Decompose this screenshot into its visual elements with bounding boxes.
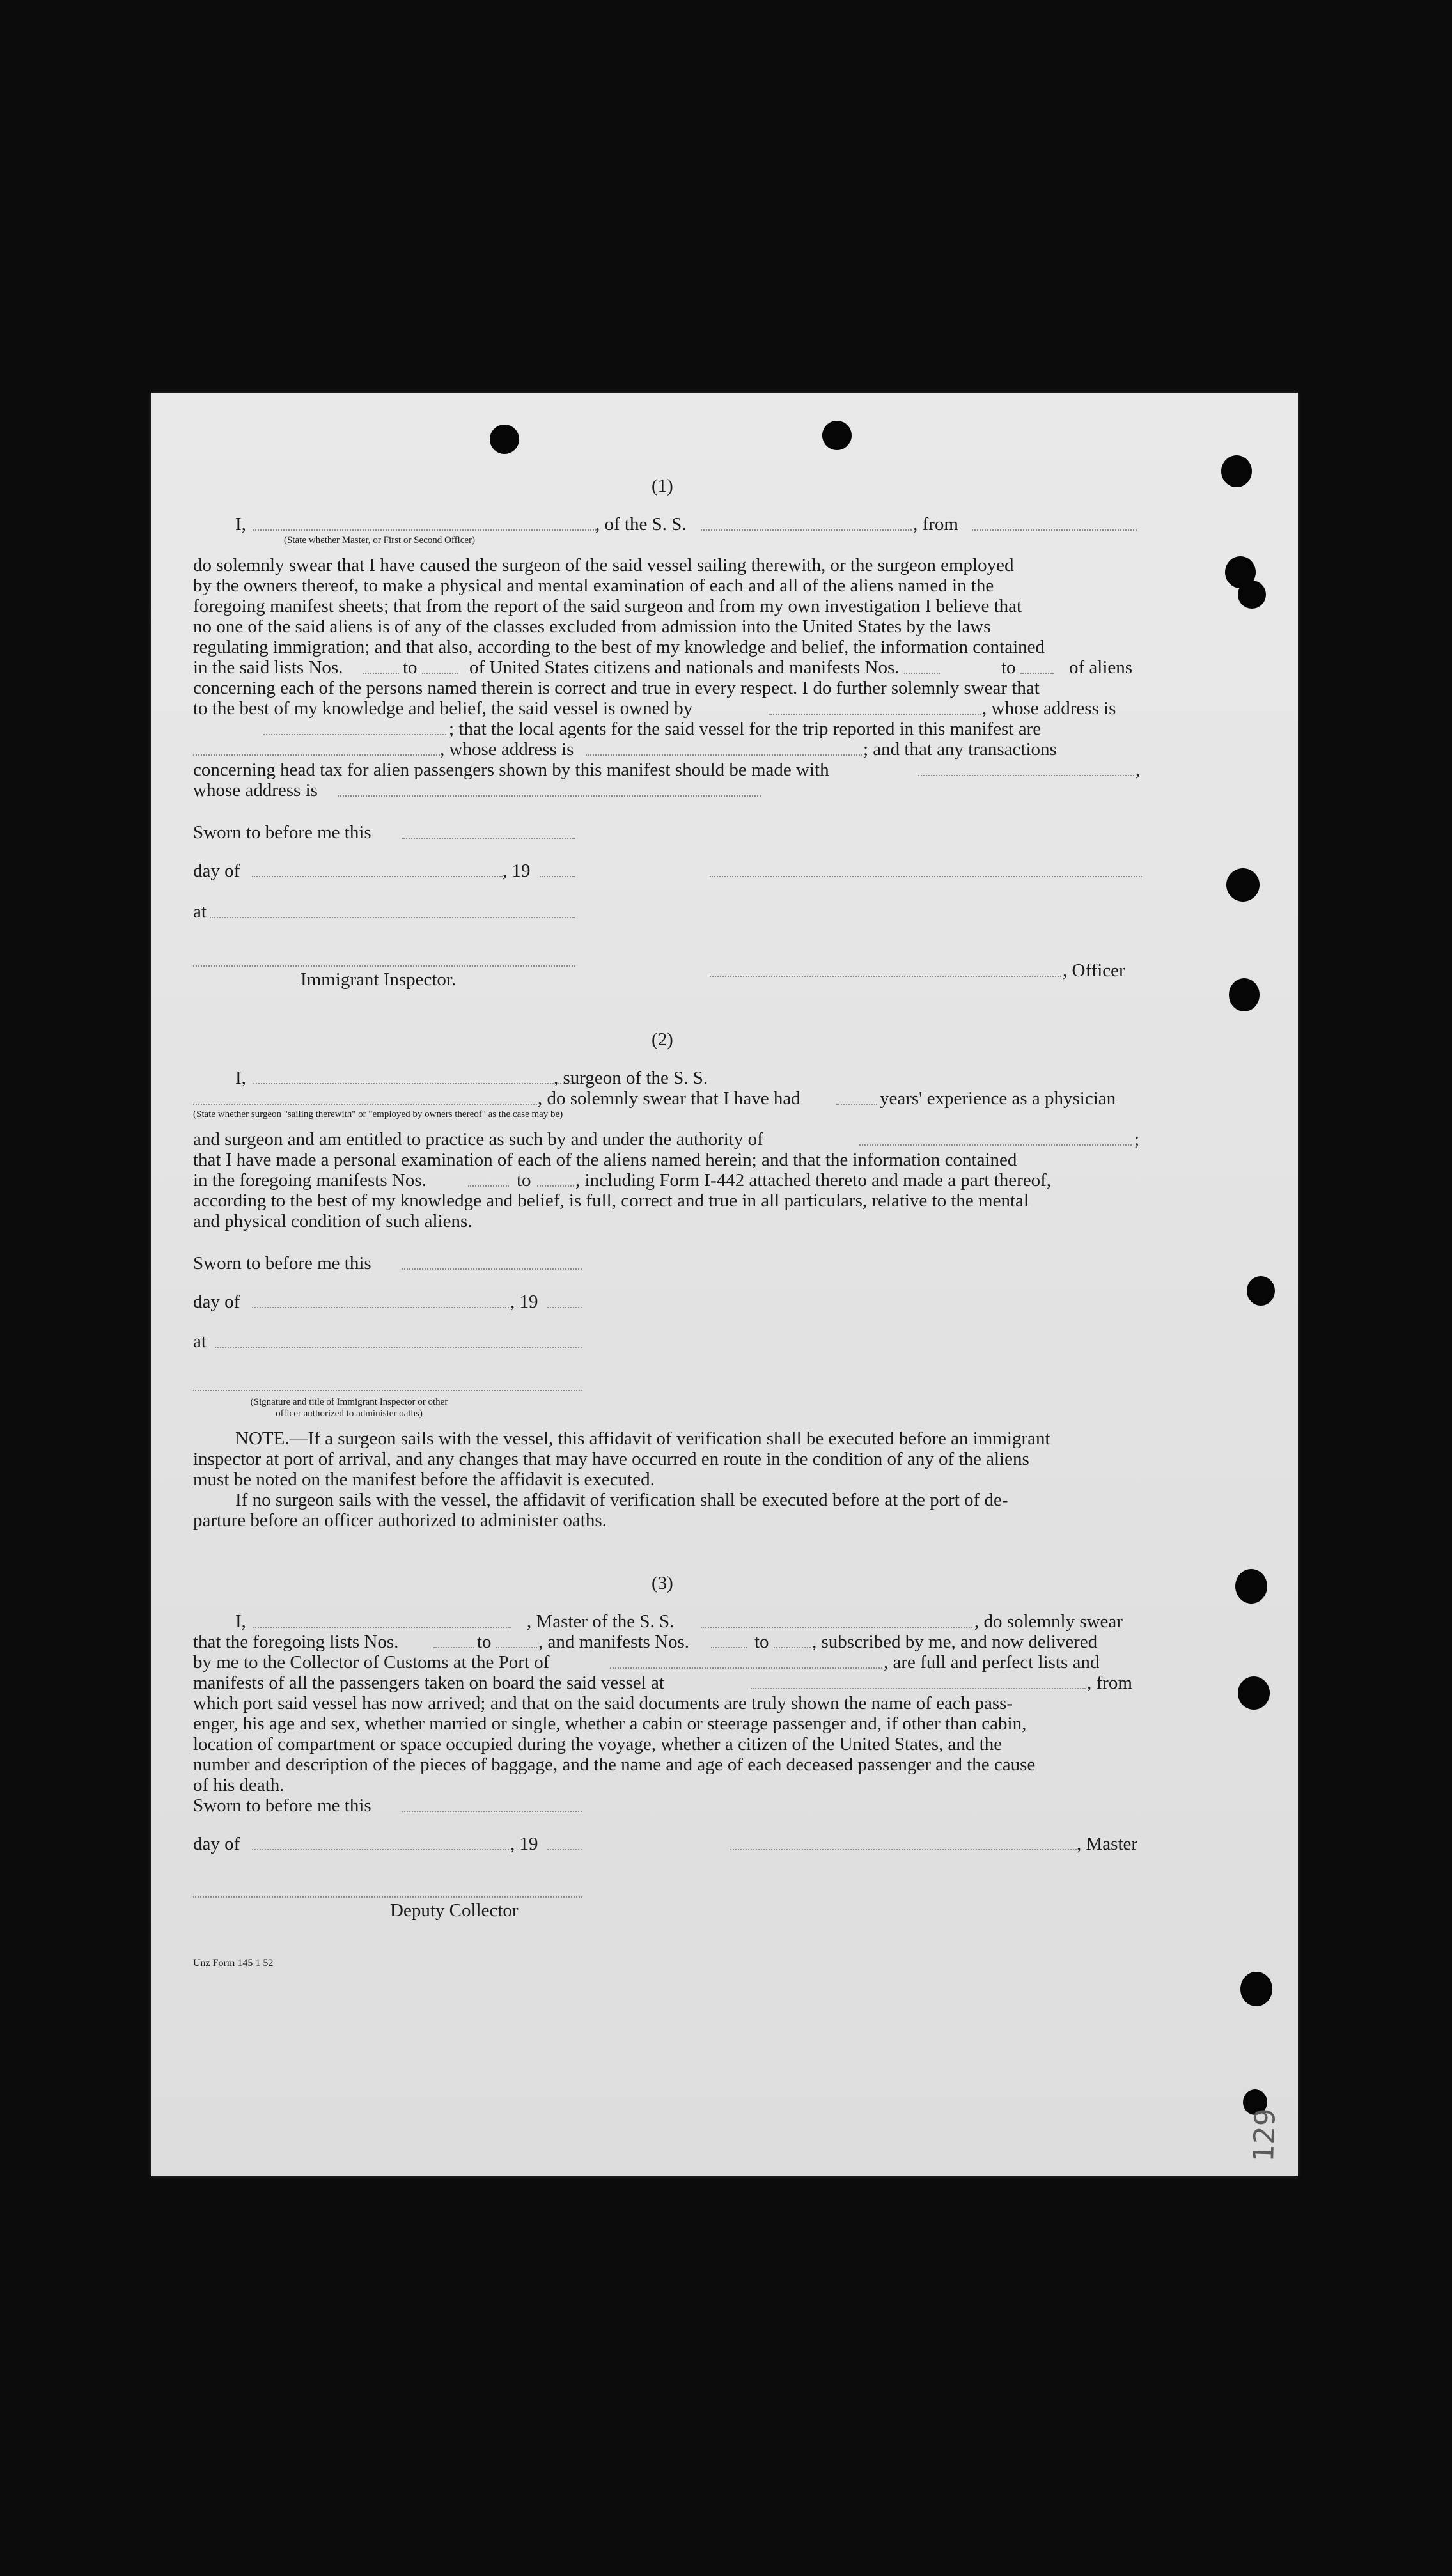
s3-oath-paragraph <box>193 1693 1139 1795</box>
s2-auth-a: and surgeon and am entitled to practice as such by and under the authority of <box>193 1129 763 1150</box>
s3-lists-from-line <box>433 1647 474 1648</box>
s3-oath-line: which port said vessel has now arrived; and that on the said documents are truly shown the name of each pass- <box>193 1693 1013 1713</box>
s1-role-hint: (State whether Master, or First or Second Officer) <box>284 535 476 545</box>
s1-inspector-sig-line <box>193 965 575 967</box>
s1-oath-line: do solemnly swear that I have caused the surgeon of the said vessel sailing therewith, or the surgeon employed <box>193 555 1014 575</box>
s1-lists-c: of aliens <box>1069 657 1133 678</box>
punch-hole <box>1238 581 1266 609</box>
s3-taken-a: manifests of all the passengers taken on board the said vessel at <box>193 1673 664 1693</box>
s3-ship-line <box>701 1627 972 1628</box>
s2-swear-b: years' experience as a physician <box>880 1088 1116 1109</box>
s3-collector-sig-line <box>193 1896 582 1898</box>
s2-manifests-b: , including Form I-442 attached thereto and made a part thereof, <box>575 1170 1052 1190</box>
s3-oath-line: location of compartment or space occupied during the voyage, whether a citizen of the United States, and the <box>193 1734 1003 1754</box>
s3-lists-to: to <box>477 1632 492 1652</box>
s1-lists-b: of United States citizens and nationals and manifests Nos. <box>469 657 900 678</box>
s1-owned-b: , whose address is <box>982 698 1116 719</box>
s3-day-of: day of <box>193 1834 240 1854</box>
s1-inspector: Immigrant Inspector. <box>301 969 457 990</box>
s2-sig-hint-1: (Signature and title of Immigrant Inspector or other <box>250 1397 448 1407</box>
s3-i-label: I, <box>235 1611 246 1632</box>
s2-year-line <box>547 1307 582 1308</box>
s1-day-line <box>252 876 503 877</box>
s2-if-line: If no surgeon sails with the vessel, the affidavit of verification shall be executed before at the port of de- <box>235 1490 1008 1510</box>
s3-taken-line <box>751 1688 1086 1689</box>
s2-to: to <box>517 1170 531 1190</box>
s1-agents-line <box>193 754 440 756</box>
s1-comma: , <box>1136 760 1141 780</box>
s1-manifests-to: to <box>1001 657 1016 678</box>
punch-hole <box>490 425 519 454</box>
section-2-number: (2) <box>652 1029 673 1050</box>
s1-name-line <box>253 529 598 531</box>
s2-note-line: NOTE.—If a surgeon sails with the vessel, this affidavit of verification shall be executed before an immigrant <box>235 1428 1050 1449</box>
s1-head-tax: concerning head tax for alien passengers shown by this manifest should be made with <box>193 760 829 780</box>
s1-agents-address-line <box>586 754 862 756</box>
s1-oath-line: regulating immigration; and that also, according to the best of my knowledge and belief, the information contained <box>193 637 1045 657</box>
s1-oath-line: no one of the said aliens is of any of the classes excluded from admission into the United States by the laws <box>193 616 991 637</box>
punch-hole <box>1226 868 1260 902</box>
s1-from-line <box>972 529 1137 531</box>
s1-year: , 19 <box>503 861 531 881</box>
s2-sworn: Sworn to before me this <box>193 1253 371 1274</box>
s1-at-line <box>210 917 575 918</box>
s1-from: , from <box>913 514 958 535</box>
s2-sig-hint-2: officer authorized to administer oaths) <box>276 1409 423 1419</box>
s3-manifests-to: to <box>754 1632 769 1652</box>
s3-port-b: , are full and perfect lists and <box>884 1652 1100 1673</box>
s1-at: at <box>193 902 207 922</box>
s3-sworn: Sworn to before me this <box>193 1795 371 1816</box>
s3-lists-to-line <box>496 1647 537 1648</box>
s2-auth-b: ; <box>1134 1129 1140 1150</box>
s1-ship-line <box>701 529 912 531</box>
s1-day-of: day of <box>193 861 240 881</box>
s3-taken-b: , from <box>1087 1673 1132 1693</box>
s3-port-a: by me to the Collector of Customs at the Port of <box>193 1652 550 1673</box>
s2-swear-a: , do solemnly swear that I have had <box>538 1088 800 1109</box>
punch-hole <box>1221 455 1252 487</box>
s1-lists-to: to <box>403 657 418 678</box>
s1-manifests-from-line <box>904 673 940 674</box>
s1-transactions: ; and that any transactions <box>863 739 1057 760</box>
s3-lists-b: , and manifests Nos. <box>538 1632 689 1652</box>
s2-condition-line: and physical condition of such aliens. <box>193 1211 472 1231</box>
s3-name-line <box>253 1627 511 1628</box>
s2-surgeon-of: , surgeon of the S. S. <box>554 1068 708 1088</box>
s3-sworn-line <box>402 1811 582 1812</box>
s2-note-paragraph <box>193 1428 1139 1531</box>
s3-year-line <box>547 1849 582 1850</box>
s2-ship-line <box>193 1104 537 1105</box>
s1-lists-to-line <box>422 673 458 674</box>
s3-lists-c: , subscribed by me, and now delivered <box>812 1632 1098 1652</box>
margin-note: 129 <box>1247 2107 1282 2163</box>
s1-lists-from-line <box>363 673 399 674</box>
form-sheet <box>151 393 1298 2176</box>
s3-master-sig-line <box>730 1849 1077 1850</box>
s1-manifests-to-line <box>1020 673 1054 674</box>
s1-year-line <box>540 876 575 877</box>
s2-at-line <box>215 1347 582 1348</box>
s3-year: , 19 <box>510 1834 538 1854</box>
punch-hole <box>1229 978 1260 1011</box>
s1-sworn-line <box>402 838 575 839</box>
s2-manifests-to-line <box>537 1185 574 1187</box>
s1-oath-line: foregoing manifest sheets; that from the report of the said surgeon and from my own investigation I believe that <box>193 596 1022 616</box>
punch-hole <box>822 421 852 450</box>
s2-manifests-from-line <box>468 1185 509 1187</box>
s1-officer: , Officer <box>1063 960 1125 981</box>
s1-concerning-line: concerning each of the persons named therein is correct and true in every respect. I do further solemnly swear that <box>193 678 1040 698</box>
s3-lists-a: that the foregoing lists Nos. <box>193 1632 399 1652</box>
s2-manifests-a: in the foregoing manifests Nos. <box>193 1170 426 1190</box>
s2-note-line: inspector at port of arrival, and any changes that may have occurred en route in the condition of any of the aliens <box>193 1449 1029 1469</box>
s3-master-of: , Master of the S. S. <box>527 1611 675 1632</box>
s1-lists-a: in the said lists Nos. <box>193 657 343 678</box>
punch-hole <box>1238 1676 1270 1710</box>
s1-signature-line <box>710 876 1142 877</box>
s2-day-line <box>252 1307 509 1308</box>
section-3-number: (3) <box>652 1573 673 1593</box>
punch-hole <box>1240 1972 1272 2006</box>
s3-master: , Master <box>1077 1834 1138 1854</box>
s3-oath-line: of his death. <box>193 1775 285 1795</box>
punch-hole <box>1247 1276 1275 1306</box>
s2-name-line <box>253 1083 572 1084</box>
s1-whose-address-is: whose address is <box>193 780 318 800</box>
s2-sworn-line <box>402 1268 582 1270</box>
s2-hint: (State whether surgeon "sailing therewith" or "employed by owners thereof" as the case may be) <box>193 1109 563 1120</box>
s1-agents: ; that the local agents for the said vessel for the trip reported in this manifest are <box>449 719 1042 739</box>
s1-officer-line <box>710 976 1061 977</box>
s1-owner-address-line <box>263 734 446 735</box>
s1-owner-line <box>769 714 981 715</box>
s2-note-line: must be noted on the manifest before the affidavit is executed. <box>193 1469 655 1490</box>
s1-sworn: Sworn to before me this <box>193 822 371 843</box>
s2-if-line: parture before an officer authorized to administer oaths. <box>193 1510 607 1531</box>
s1-of-ss: , of the S. S. <box>595 514 687 535</box>
s1-oath-line: by the owners thereof, to make a physical and mental examination of each and all of the aliens named in the <box>193 575 994 596</box>
s1-head-tax-address-line <box>338 795 761 797</box>
s1-owned-a: to the best of my knowledge and belief, the said vessel is owned by <box>193 698 693 719</box>
s2-authority-line <box>859 1144 1132 1146</box>
s2-best-line: according to the best of my knowledge and belief, is full, correct and true in all particulars, relative to the mental <box>193 1190 1029 1211</box>
s3-manifests-to-line <box>774 1647 811 1648</box>
s1-i-label: I, <box>235 514 246 535</box>
s1-whose-addr: , whose address is <box>440 739 574 760</box>
s2-exam-line: that I have made a personal examination of each of the aliens named herein; and that the information contained <box>193 1150 1017 1170</box>
form-footer: Unz Form 145 1 52 <box>193 1958 274 1969</box>
s2-i-label: I, <box>235 1068 246 1088</box>
s3-day-line <box>252 1849 509 1850</box>
s3-swear: , do solemnly swear <box>974 1611 1123 1632</box>
s2-at: at <box>193 1331 207 1352</box>
s2-year: , 19 <box>510 1292 538 1312</box>
s3-port-line <box>610 1667 882 1669</box>
s3-manifests-from-line <box>711 1647 747 1648</box>
s1-head-tax-line <box>918 775 1134 776</box>
s2-years-line <box>836 1104 877 1105</box>
s3-deputy: Deputy Collector <box>390 1900 519 1921</box>
s3-oath-line: enger, his age and sex, whether married or single, whether a cabin or steerage passenger and, if other than cabin, <box>193 1713 1027 1734</box>
section-1-number: (1) <box>652 476 673 496</box>
s2-signature-line <box>193 1390 582 1391</box>
s1-oath-paragraph <box>193 555 1139 657</box>
s2-day-of: day of <box>193 1292 240 1312</box>
s3-oath-line: number and description of the pieces of baggage, and the name and age of each deceased passenger and the cause <box>193 1754 1036 1775</box>
punch-hole <box>1235 1569 1267 1604</box>
